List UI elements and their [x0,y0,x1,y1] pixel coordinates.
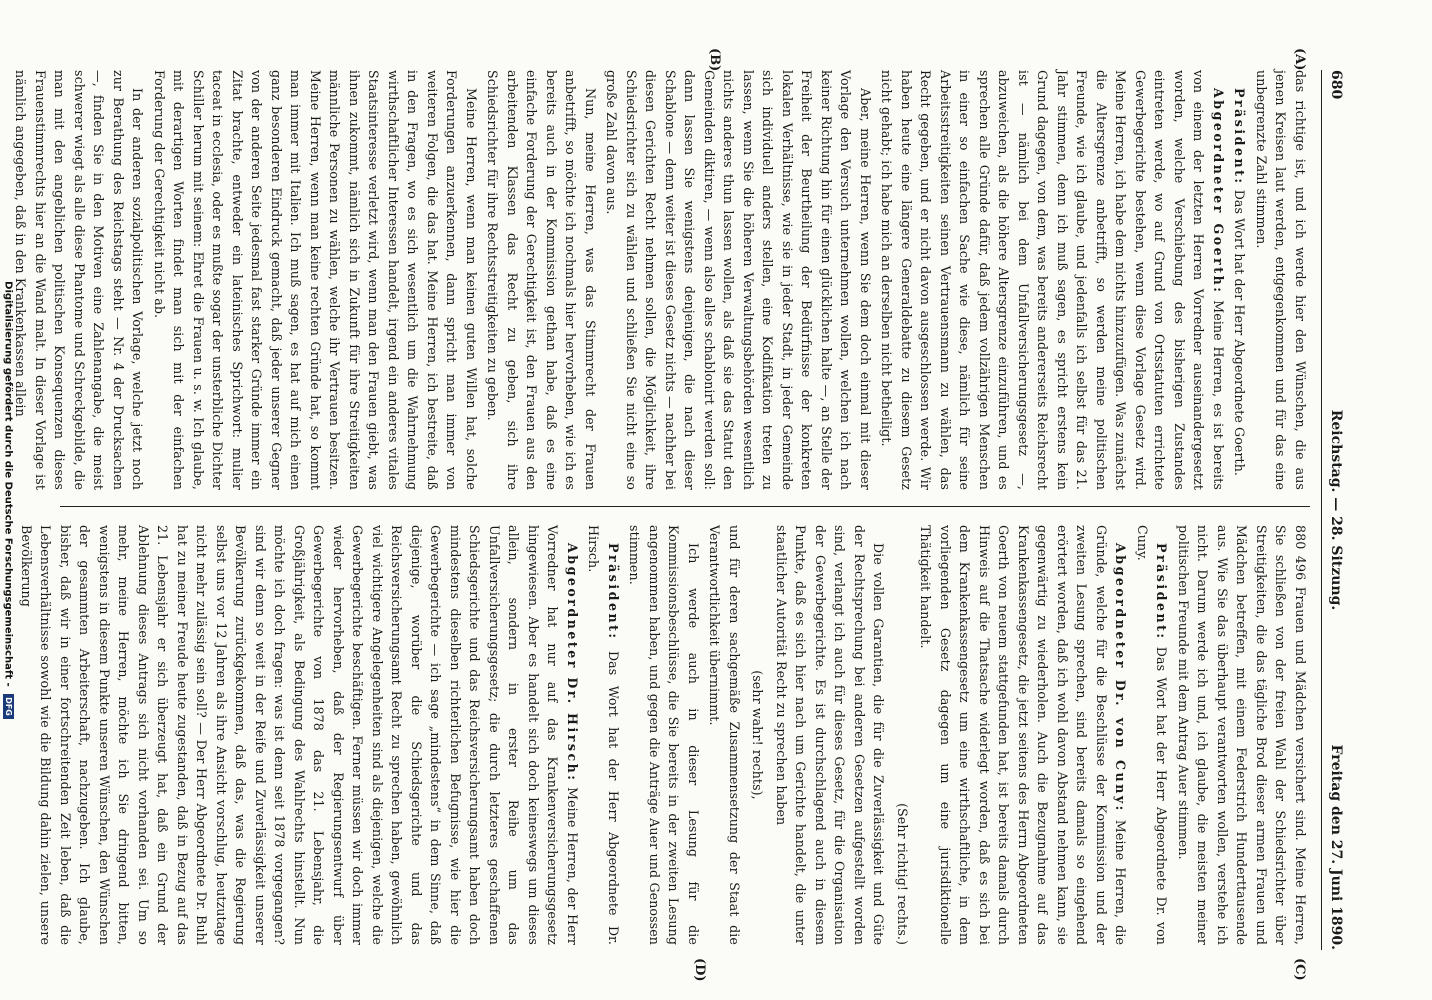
speech-paragraph [1133,525,1172,945]
text-paragraph: 880 496 Frauen und Mädchen versichert sind. Meine Herren, Sie schließen von der freien Wahl der Schiedsrichter über Streitigkeiten, die das tägliche Brod dieser armen Frauen und Mädchen betreffen, mit einem Federstrich Hunderttausende aus. Wie Sie das überhaupt verantworten wollen, verstehe ich nicht. Darum werde ich und, ich glaube, die meisten meiner politischen Freunde mit dem Antrag Auer stimmen. [1176,525,1308,945]
speech-text: Meine Herren, es ist bereits von einem der letzten Herren Vorredner auseinandergesetzt worden, welche Verschiebung des bisherigen Zustandes eintreten werde, wo auf Grund von Ortsstatuten errichtete Gewerbegerichte bestehen, wenn diese Vorlage Gesetz wird. Meine Herren, ich habe dem nichts hinzuzufügen. Was zunächst die Altersgrenze anbetrifft, so werden meine politischen Freunde, wie ich glaube, und jedenfalls ich selbst für das 21. Jahr stimmen, denn ich muß sagen, es spricht erstens kein Grund dagegen, von dem, was bereits andererseits Reichsrecht ist — nämlich bei dem Unfallversicherungsgesetz —, abzuweichen, als die höhere Altersgrenze einzuführen, und es sprechen alle Gründe dafür, daß jedem vollzährigen Menschen in einer so einfachen Sache wie diese, nämlich für seine Arbeitsstreitigkeiten seinen Vertrauensmann zu wählen, das Recht gegeben, und er nicht davon ausgeschlossen werde. Wir haben heute eine längere Generaldebatte zu diesem Gesetz nicht gehabt; ich habe mich an derselben nicht betheiligt. [879,70,1226,490]
footer-text: Digitalisierung gefördert durch die Deutsche Forschungsgemeinschaft - [2,281,14,687]
text-paragraph: In der anderen sozialpolitischen Vorlage, welche jetzt noch zur Berathung des Reichstags steht — Nr. 4 der Drucksachen —, finden Sie in den Motiven eine Zahlenangabe, die meist schwerer wiegt als alle diese Phantome und Schreckgebilde, die man mit den angeblichen politischen Konsequenzen dieses Frauenstimmrechts hier an die Wand malt. In dieser Vorlage ist nämlich angegeben, daß in den Krankenkassen allein [13,70,146,490]
margin-marker-d: (D) [692,958,707,982]
margin-marker-c: (C) [1292,958,1307,981]
speaker-name: Abgeordneter Goerth: [1211,88,1226,295]
page-number: 680 [1328,70,1344,100]
interjection: (Sehr richtig! rechts.) [895,803,910,945]
header-title: Reichstag. — 28. Sitzung. [1328,409,1344,611]
speech-text: Das Wort hat der Herr Abgeordnete Dr. von Cuny. [1135,525,1170,946]
page-header [1321,70,1344,950]
speech-paragraph [916,525,1131,945]
speech-paragraph [877,70,1228,490]
text-paragraph: Meine Herren, wenn man keinen guten Willen hat, solche Forderungen anzuerkennen, dann spricht man immer von weiteren Folgen, die das hat. Meine Herren, ich bestreite, daß in den Fragen, wo es sich wesentlich um die Wahrnehmung wirthschaftlicher Interessen handelt, irgend ein anderes vitales Staatsinteresse verletzt wird, wenn man den Frauen giebt, was ihnen zukommt, nämlich sich in Zukunft für ihre Streitigkeiten männliche Personen zu wählen, welche ihr Vertrauen besitzen. Meine Herren, wenn man keine rechten Gründe hat, so kommt man immer mit Italien. Ich muß sagen, es hat auf mich einen ganz besonderen Eindruck gemacht, daß jeder unserer Gegner von der anderen Seite jedesmal fast starker Gründe immer ein Zitat brachte, entweder ein lateinisches Sprichwort: mulier taceat in ecclesia, oder es mußte sogar der unsterbliche Dichter Schiller herum mit seinem: Ehret die Frauen u. s. w. Ich glaube, mit derartigen Worten findet man sich mit der einfachen Forderung der Gerechtigkeit nicht ab. [152,70,479,490]
speech-text: Meine Herren, der Herr Vorredner hat nur auf das Krankenversicherungsgesetz hingewiesen. Aber es handelt sich doch keineswegs um dieses allein, sondern in erster Reihe um das Unfallversicherungsgesetz; die durch letzteres geschaffenen Schiedsgerichte und das Reichsversicherungsamt haben doch mindestens dieselben richterlichen Befugnisse, wie hier die Gewerbegerichte — ich sage „mindestens“ in dem Sinne, daß diejenige, worüber die Schiedsgerichte und das Reichsversicherungsamt Recht zu sprechen haben, gewöhnlich viel wichtigere Angelegenheiten sind als diejenigen, welche die Gewerbegerichte beschäftigen. Ferner müssen wir doch immer wieder hervorheben, daß der Regierungsentwurf über Gewerbegerichte von 1878 das 21. Lebensjahr, die Großjährigkeit, als Bedingung des Wahlrechts hinstellt. Nun möchte ich doch fragen: was ist denn seit 1878 vorgegangen? sind wir denn so weit in der Reife und Zuverlässigkeit unserer Bevölkerung zurückgekommen, daß das, was die Regierung selbst uns vor 12 Jahren als ihre Ansicht vorschlug, heutzutage nicht mehr zulässig sein soll? — Der Herr Abgeordnete Dr. Buhl hat zu meiner Freude heute zugestanden, daß in Bezug auf das 21. Lebensjahr er sich überzeugt hat, daß ein Grund der Ablehnung dieses Antrags sich nicht vorhanden sei. Um so mehr, meine Herren, möchte ich Sie dringend bitten, wenigstens in diesem Punkte unseren Wünschen, den Wünschen der gesammten Arbeiterschaft, nachzugeben. Ich glaube, bisher, daß wir in einer fortschreitenden Zeit leben, daß die Lebensverhältnisse sowohl wie die Bildung dahin zielen, unsere Bevölkerung [19,525,580,945]
speaker-name: Abgeordneter Dr. von Cuny: [1113,543,1129,813]
column-divider [60,506,1310,507]
header-date: Freitag den 27. Juni 1890. [1328,744,1344,950]
left-text-column [13,70,1310,490]
speaker-name: Präsident: [1154,543,1170,641]
speaker-name: Präsident: [606,543,621,641]
speech-paragraph [17,525,583,945]
text-paragraph: Ich werde auch in dieser Lesung für die Kommissionsbeschlüsse, die Sie bereits in der zweiten Lesung angenommen haben, und gegen die Anträge Auer und Genossen stimmen. [627,525,701,945]
text-paragraph: das richtige ist, und ich werde hier den Wünschen, die aus jenen Kreisen laut werden, entgegenkommen und für das eine unbegrenzte Zahl stimmen. [1254,70,1308,490]
margin-marker-a: (A) [1292,48,1307,71]
speech-text: Das Wort hat der Herr Abgeordnete Goerth. [1232,189,1248,477]
speaker-name: Abgeordneter Dr. Hirsch: [565,543,580,783]
text-paragraph: Aber, meine Herren, wenn Sie dem doch einmal mit dieser Vorlage den Versuch unternehmen wollen, welchen ich nach keiner Richtung hin für einen glücklichen halte —, an Stelle der Freiheit der Beurtheilung der Bedürfnisse der konkreten lokalen Verhältnisse, wie sie in jeder Stadt, in jeder Gemeinde sich individuell anders stellen, eine Kodifikation treten zu lassen, wenn Sie die höheren Verwaltungsbehörden wesentlich nichts anderes thun lassen wollen, als daß sie das Statut den Gemeinden diktiren, — wenn also alles schablonirt werden soll: dann lassen Sie wenigstens denjenigen, die nach dieser Schablone — denn weiter ist dieses Gesetz nichts — nachher bei diesen Gerichten Recht nehmen sollen, die Möglichkeit, ihre Schiedsrichter sich zu wählen und schließen Sie nicht eine so große Zahl davon aus. [604,70,873,490]
speaker-name: Präsident: [1232,88,1248,186]
speech-paragraph [584,525,623,945]
text-paragraph: Nun, meine Herren, was das Stimmrecht der Frauen anbetrifft, so möchte ich nochmals hier hervorheben, wie ich es bereits auch in der Kommission gethan habe, daß es eine einfache Forderung der Gerechtigkeit ist, den Frauen aus den arbeitenden Klassen das Recht zu geben, sich ihre Schiedsrichter für ihre Rechtsstreitigkeiten zu geben. [485,70,598,490]
interjection: (sehr wahr! rechts), [750,670,766,800]
digitization-footer [0,0,14,1000]
margin-marker-b: (B) [707,48,722,72]
dfg-logo: DFG [3,694,14,719]
text-paragraph: und für deren sachgemäße Zusammensetzung der Staat die Verantwortlichkeit übernimmt. [707,525,742,945]
speech-paragraph [1230,70,1250,490]
speech-text: Das Wort hat der Herr Abgeordnete Dr. Hirsch. [586,525,621,945]
text-paragraph: Die vollen Garantien, die für die Zuverlässigkeit und Güte der Rechtsprechung bei anderen Gesetzen aufgestellt worden sind, verlangt ich auch für dieses Gesetz, für die Organisation der Gewerbegerichte. Es ist durchschlagend auch in diesem Punkte, daß es sich hier nach um Gerichte handelt, die unter staatlicher Autorität Recht zu sprechen haben [774,525,887,945]
right-text-column [19,525,1310,946]
speech-text: Meine Herren, die Gründe, welche für die Beschlüsse der Kommission und der zweiten Lesung sprechen, sind bereits damals so eingehend erörtert worden, daß ich wohl davon Abstand nehmen kann, sie gegenwärtig zu wiederholen. Auch die Bezugnahme auf das Krankenkassengesetz, die jetzt seitens des Herrn Abgeordneten Goerth von neuem stattgefunden hat, ist bereits damals durch Hinweis auf die Thatsache widerlegt worden, daß es sich bei dem Krankenkassengesetz um eine wirthschaftliche, in dem vorliegenden Gesetz dagegen um eine jurisdiktionelle Thätigkeit handelt. [918,525,1129,946]
